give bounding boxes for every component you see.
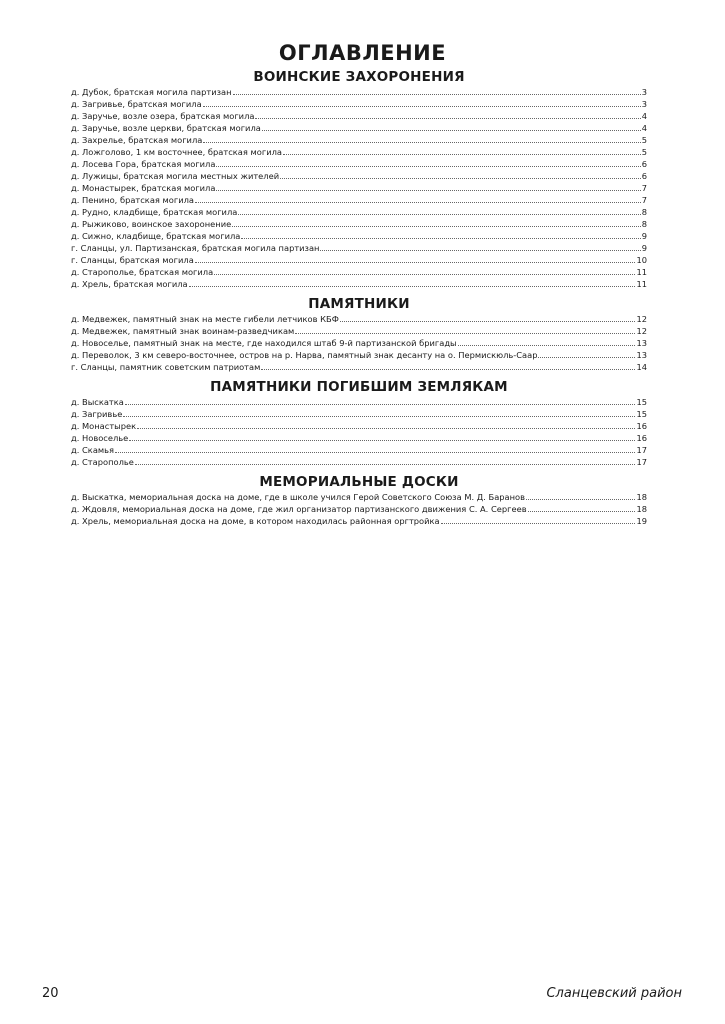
toc-entry-list — [71, 313, 647, 373]
dot-leader — [295, 325, 635, 334]
toc-entry-title: д. Пенино, братская могила — [71, 195, 195, 205]
toc-entry-page: 18 — [636, 504, 647, 514]
dot-leader — [233, 86, 641, 95]
dot-leader — [216, 182, 640, 191]
toc-entry-page: 8 — [641, 219, 647, 229]
dot-leader — [262, 122, 641, 131]
toc-entry-page: 13 — [636, 350, 647, 360]
toc-entry-page: 19 — [636, 516, 647, 526]
section-heading: ПАМЯТНИКИ — [308, 296, 410, 312]
toc-entry-list — [71, 491, 647, 527]
toc-entry[interactable] — [71, 110, 647, 122]
dot-leader — [340, 313, 636, 322]
toc-entry-title: д. Ждовля, мемориальная доска на доме, где жил организатор партизанского движения С. А. Сергеев — [71, 504, 527, 514]
toc-entry-title: д. Выскатка — [71, 397, 124, 407]
toc-entry-page: 11 — [636, 267, 647, 277]
dot-leader — [232, 218, 641, 227]
toc-entry[interactable] — [71, 182, 647, 194]
toc-entry-page: 12 — [636, 314, 647, 324]
toc-entry-title: д. Медвежек, памятный знак на месте гибели летчиков КБФ — [71, 314, 339, 324]
dot-leader — [283, 146, 641, 155]
toc-entry-page: 10 — [636, 255, 647, 265]
toc-entry-title: д. Переволок, 3 км северо-восточнее, остров на р. Нарва, памятный знак десанту на о. Пермискюль-Саар — [71, 350, 538, 360]
toc-entry-title: г. Сланцы, ул. Партизанская, братская могила партизан — [71, 243, 320, 253]
dot-leader — [216, 158, 640, 167]
toc-entry[interactable] — [71, 278, 647, 290]
toc-entry[interactable] — [71, 408, 647, 420]
dot-leader — [538, 349, 635, 358]
dot-leader — [129, 432, 635, 441]
toc-entry-title: г. Сланцы, братская могила — [71, 255, 194, 265]
toc-entry-title: д. Сижно, кладбище, братская могила — [71, 231, 241, 241]
toc-entry-title: д. Старополье — [71, 457, 134, 467]
toc-entry[interactable] — [71, 86, 647, 98]
toc-entry-page: 7 — [641, 183, 647, 193]
toc-entry-title: д. Лужицы, братская могила местных жителей — [71, 171, 280, 181]
dot-leader — [125, 396, 636, 405]
toc-entry[interactable] — [71, 218, 647, 230]
toc-entry-page: 11 — [636, 279, 647, 289]
toc-entry-page: 15 — [636, 409, 647, 419]
toc-entry[interactable] — [71, 266, 647, 278]
toc-entry[interactable] — [71, 325, 647, 337]
toc-entry-page: 5 — [641, 135, 647, 145]
toc-entry[interactable] — [71, 337, 647, 349]
toc-entry[interactable] — [71, 158, 647, 170]
toc-entry-page: 18 — [636, 492, 647, 502]
toc-entry[interactable] — [71, 313, 647, 325]
toc-entry-page: 8 — [641, 207, 647, 217]
toc-entry-title: д. Заручье, возле церкви, братская могила — [71, 123, 261, 133]
toc-entry-title: д. Монастырек — [71, 421, 137, 431]
toc-entry-title: д. Захрелье, братская могила — [71, 135, 203, 145]
dot-leader — [195, 194, 641, 203]
toc-entry-page: 16 — [636, 421, 647, 431]
toc-entry-title: д. Выскатка, мемориальная доска на доме, где в школе учился Герой Советского Союза М. Д. Баранов — [71, 492, 526, 502]
toc-entry-title: д. Новоселье — [71, 433, 129, 443]
table-of-contents — [71, 68, 647, 527]
dot-leader — [137, 420, 635, 429]
section-heading: МЕМОРИАЛЬНЫЕ ДОСКИ — [259, 474, 459, 490]
toc-entry-page: 4 — [641, 111, 647, 121]
toc-entry-page: 17 — [636, 457, 647, 467]
toc-entry-title: д. Монастырек, братская могила — [71, 183, 216, 193]
toc-entry-title: д. Скамья — [71, 445, 115, 455]
toc-entry-title: д. Хрель, братская могила — [71, 279, 188, 289]
toc-entry-page: 9 — [641, 243, 647, 253]
dot-leader — [526, 491, 635, 500]
toc-entry-title: д. Заручье, возле озера, братская могила — [71, 111, 255, 121]
toc-entry-title: д. Лосева Гора, братская могила — [71, 159, 216, 169]
toc-entry-page: 12 — [636, 326, 647, 336]
toc-entry-page: 15 — [636, 397, 647, 407]
toc-entry-title: д. Дубок, братская могила партизан — [71, 87, 232, 97]
toc-entry-title: д. Хрель, мемориальная доска на доме, в котором находилась районная оргтройка — [71, 516, 440, 526]
toc-entry-title: д. Загривье, братская могила — [71, 99, 202, 109]
toc-entry[interactable] — [71, 122, 647, 134]
toc-entry[interactable] — [71, 361, 647, 373]
dot-leader — [203, 98, 641, 107]
toc-entry[interactable] — [71, 515, 647, 527]
dot-leader — [189, 278, 636, 287]
toc-entry-title: д. Медвежек, памятный знак воинам-разведчикам — [71, 326, 295, 336]
toc-entry-title: г. Сланцы, памятник советским патриотам — [71, 362, 261, 372]
toc-entry[interactable] — [71, 396, 647, 408]
toc-entry-title: д. Ложголово, 1 км восточнее, братская могила — [71, 147, 282, 157]
toc-entry[interactable] — [71, 98, 647, 110]
dot-leader — [255, 110, 640, 119]
toc-entry-page: 3 — [641, 99, 647, 109]
dot-leader — [441, 515, 636, 524]
toc-entry[interactable] — [71, 444, 647, 456]
footer-region-name: Сланцевский район — [546, 986, 682, 1001]
dot-leader — [320, 242, 640, 251]
toc-entry[interactable] — [71, 432, 647, 444]
section-heading: ПАМЯТНИКИ ПОГИБШИМ ЗЕМЛЯКАМ — [210, 379, 508, 395]
toc-entry[interactable] — [71, 134, 647, 146]
toc-entry[interactable] — [71, 254, 647, 266]
dot-leader — [261, 361, 635, 370]
toc-entry-page: 17 — [636, 445, 647, 455]
toc-entry-list — [71, 86, 647, 290]
section-heading: ВОИНСКИЕ ЗАХОРОНЕНИЯ — [253, 69, 465, 85]
toc-entry-page: 14 — [636, 362, 647, 372]
toc-entry[interactable] — [71, 456, 647, 468]
dot-leader — [115, 444, 635, 453]
dot-leader — [528, 503, 636, 512]
toc-entry-page: 13 — [636, 338, 647, 348]
toc-entry-page: 6 — [641, 159, 647, 169]
page-title: ОГЛАВЛЕНИЕ — [278, 41, 447, 65]
toc-entry[interactable] — [71, 230, 647, 242]
toc-entry[interactable] — [71, 420, 647, 432]
dot-leader — [458, 337, 636, 346]
toc-entry-page: 5 — [641, 147, 647, 157]
dot-leader — [241, 230, 640, 239]
toc-entry[interactable] — [71, 206, 647, 218]
toc-entry[interactable] — [71, 491, 647, 503]
toc-entry-page: 6 — [641, 171, 647, 181]
dot-leader — [135, 456, 636, 465]
toc-entry[interactable] — [71, 242, 647, 254]
toc-entry[interactable] — [71, 170, 647, 182]
toc-entry-page: 4 — [641, 123, 647, 133]
footer-page-number: 20 — [42, 986, 59, 1001]
toc-entry-page: 3 — [641, 87, 647, 97]
toc-entry-title: д. Рудно, кладбище, братская могила — [71, 207, 238, 217]
toc-entry-title: д. Старополье, братская могила — [71, 267, 214, 277]
toc-entry-list — [71, 396, 647, 468]
dot-leader — [195, 254, 636, 263]
dot-leader — [238, 206, 640, 215]
dot-leader — [203, 134, 640, 143]
toc-entry[interactable] — [71, 194, 647, 206]
toc-entry-page: 16 — [636, 433, 647, 443]
toc-entry[interactable] — [71, 503, 647, 515]
toc-entry-page: 9 — [641, 231, 647, 241]
dot-leader — [280, 170, 641, 179]
dot-leader — [123, 408, 635, 417]
dot-leader — [214, 266, 635, 275]
toc-entry-title: д. Загривье — [71, 409, 123, 419]
toc-entry-title: д. Рыжиково, воинское захоронение — [71, 219, 232, 229]
toc-entry-page: 7 — [641, 195, 647, 205]
toc-entry[interactable] — [71, 349, 647, 361]
toc-entry[interactable] — [71, 146, 647, 158]
toc-entry-title: д. Новоселье, памятный знак на месте, где находился штаб 9-й партизанской бригады — [71, 338, 457, 348]
